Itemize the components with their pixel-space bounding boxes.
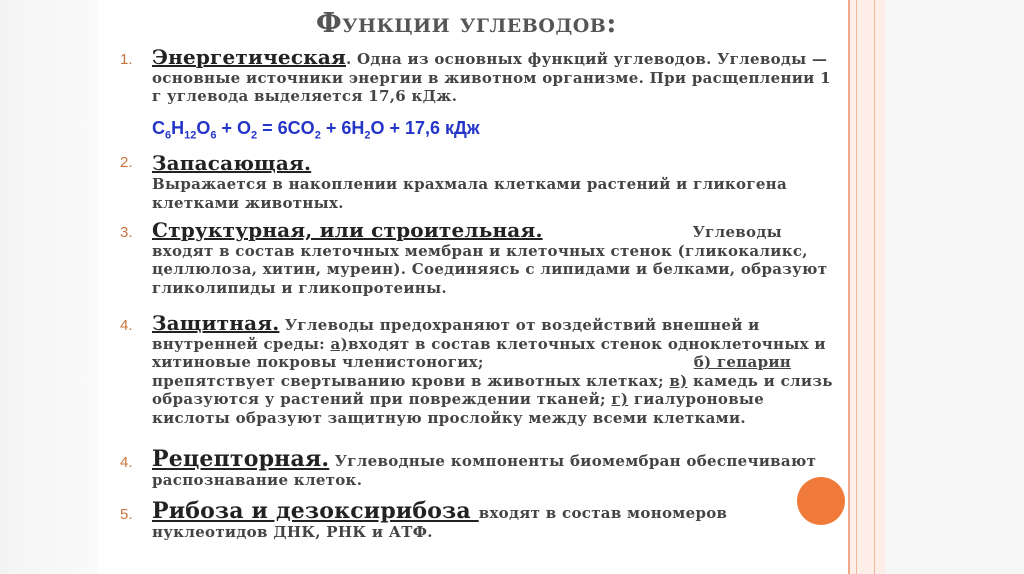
list-number: 4. (120, 454, 133, 471)
item-text: клетками животных. (152, 193, 344, 212)
item-heading: Защитная. (152, 311, 280, 335)
item-text: Выражается в накоплении крахмала клетками растений и гликогена (152, 175, 787, 193)
item-text: препятствует свертыванию крови в животных клетках; в) камедь и слизь (152, 371, 833, 390)
list-number: 1. (120, 51, 133, 68)
list-item-structural (120, 218, 852, 297)
item-text: Углеводные компоненты биомембран обеспечивают (329, 452, 817, 470)
item-heading: Запасающая. (152, 151, 312, 175)
item-text: входят в состав мономеров (478, 504, 728, 522)
item-heading: Структурная, или строительная. (152, 218, 543, 242)
list-item-ribose (120, 498, 852, 541)
list-number: 5. (120, 506, 133, 523)
list-item-protective (120, 311, 852, 427)
item-heading: Рецепторная. (152, 446, 330, 472)
item-text: основные источники энергии в животном организме. При расщеплении 1 (152, 68, 831, 87)
chemical-formula: $C_6H_{12}O_6 + O_2 = 6CO_2 + 6H_2O + 17,6$ кДж (152, 118, 480, 142)
decorative-side-panel (848, 0, 888, 574)
list-item-receptor (120, 446, 852, 489)
left-margin-bar (0, 0, 98, 574)
item-text: хитиновые покровы членистоногих; б) гепарин (152, 353, 792, 371)
list-number: 4. (120, 317, 133, 334)
item-text: г углевода выделяется 17,6 кДж. (152, 87, 458, 105)
list-number: 2. (120, 154, 133, 171)
list-item-storage (120, 151, 852, 212)
slide-title: Функции углеводов: (316, 8, 617, 39)
item-heading: Рибоза и дезоксирибоза (152, 498, 479, 524)
item-text: . Одна из основных функций углеводов. Углеводы — (345, 50, 828, 68)
item-text: входят в состав клеточных мембран и клеточных стенок (гликокаликс, (152, 241, 808, 260)
item-text: нуклеотидов ДНК, РНК и АТФ. (152, 522, 433, 541)
list-item-energetic (120, 45, 852, 106)
item-text: распознавание клеток. (152, 470, 363, 489)
item-text: Углеводы (692, 223, 782, 241)
item-text: Углеводы предохраняют от воздействий внешней и (279, 316, 760, 334)
item-text: внутренней среды: а)входят в состав клеточных стенок одноклеточных и (152, 334, 826, 353)
list-number: 3. (120, 224, 133, 241)
item-text: кислоты образуют защитную прослойку между всеми клетками. (152, 408, 746, 427)
item-text: гликолипиды и гликопротеины. (152, 278, 447, 297)
item-heading: Энергетическая (152, 45, 346, 69)
item-text: образуются у растений при повреждении тканей; г) гиалуроновые (152, 390, 765, 408)
decorative-line (856, 0, 857, 574)
decorative-line (874, 0, 875, 574)
item-text: целлюлоза, хитин, муреин). Соединяясь с липидами и белками, образуют (152, 260, 828, 278)
right-margin-bar (885, 0, 1024, 574)
